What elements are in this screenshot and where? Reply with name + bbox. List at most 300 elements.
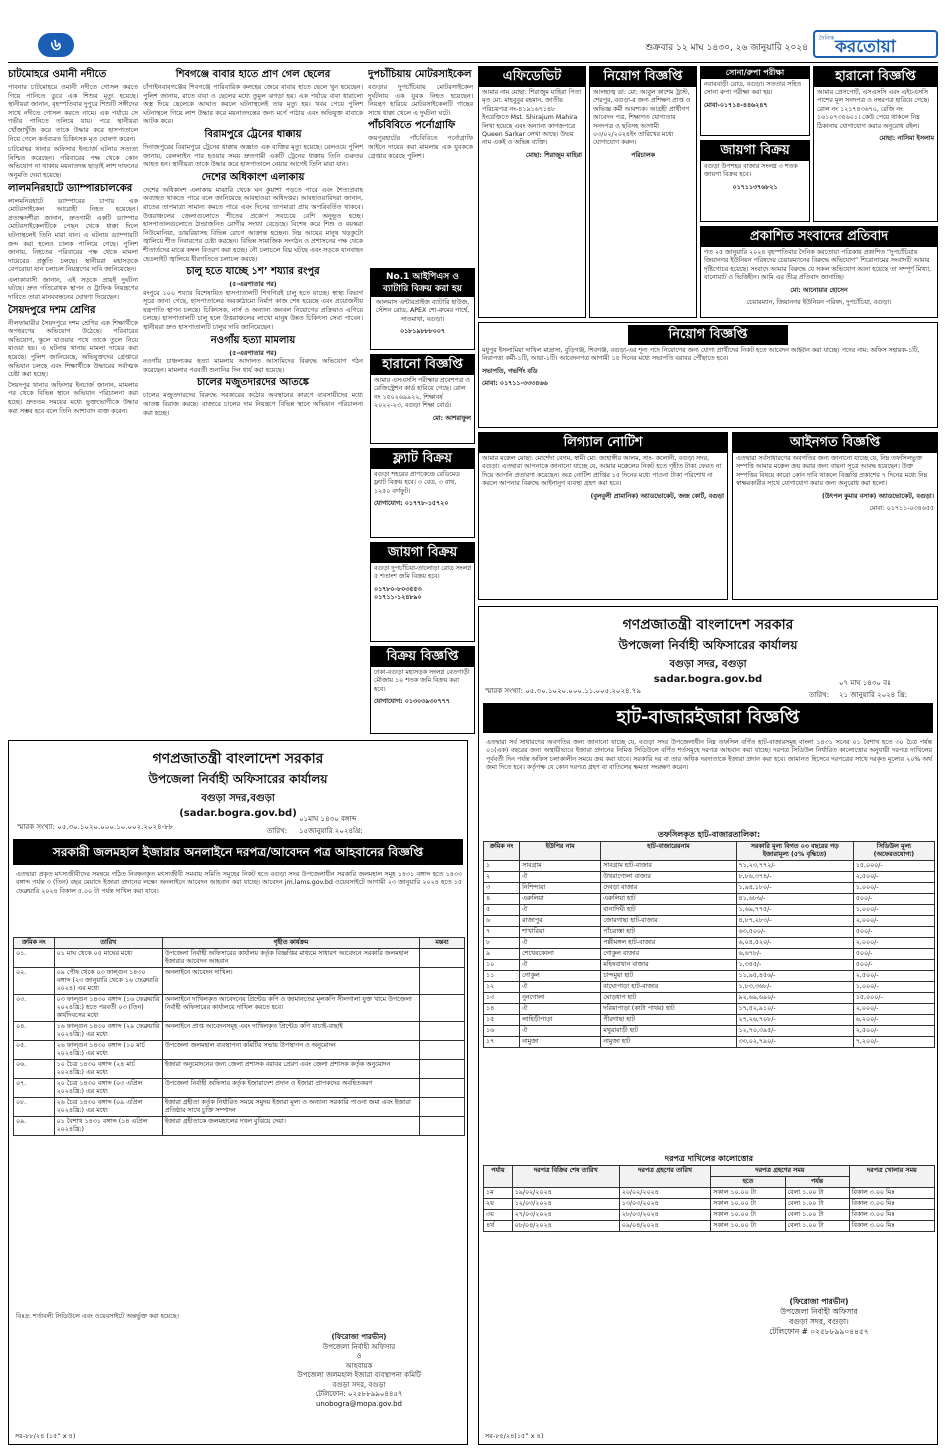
jm-table-row — [14, 968, 465, 995]
hb-table-cell: সাবগ্রাম হাট-বাজার — [601, 861, 736, 872]
headline-2: শিবগঞ্জে বাবার হাতে প্রাণ গেল ছেলের — [175, 69, 331, 80]
hb-table-cell: ৯২,৬৯,৬৯০/- — [736, 993, 853, 1004]
hb-table-row — [484, 927, 935, 938]
hb-table-cell: ৭ — [484, 927, 520, 938]
hb-cal-subheader: পর্যন্ত — [785, 1177, 849, 1188]
ad-flat — [370, 448, 475, 538]
ad-flat-phone: যোগাযোগ: ০১৭৭৮-১৫৭২০ — [374, 500, 449, 508]
jm-table-row — [14, 1022, 465, 1041]
hb-cal-cell: ০৯/০৪/২০২৪ — [619, 1221, 711, 1232]
hb-table-cell: ঘোড়ধাপ হাট — [601, 993, 736, 1004]
hb-cal-cell: ৪র্থ — [484, 1221, 513, 1232]
hb-table-cell: ৪ — [484, 894, 520, 905]
ad-affidavit-title: এফিডেভিট — [479, 67, 585, 87]
hb-table-cell: দেবড়া বাজার — [601, 883, 736, 894]
hb-table-cell: ১৭ — [484, 1037, 520, 1048]
jm-table-row — [14, 1041, 465, 1060]
jm-sig-6: টেলিফোন: ০২৫৮৮৯৯০৪৪৫৭ — [315, 1390, 403, 1398]
ad-sale-body: ঢাকা-বগুড়া মহাসড়ক সংলগ্ন বেতগাড়ী মৌজায় ১০ শতক জমি বিক্রয় করা হবে। — [374, 669, 470, 693]
jm-table-cell: ২৬ চৈত্র ১৪৩০ বঙ্গাব্দ (০৯ এপ্রিল ২০২৪খ্রি:) এর মধ্যে — [54, 1098, 162, 1117]
ad-lost-1-sig: মোছা: নাসিমা ইসলাম — [879, 135, 934, 143]
masthead-rule — [8, 62, 938, 63]
hb-cal-cell: ১২/০৩/২০২৪ — [512, 1199, 619, 1210]
jm-table-cell: ০৪. — [14, 1022, 55, 1041]
hb-table-row — [484, 861, 935, 872]
headline-6: চালু হতে যাচ্ছে ১শ’ শয্যার রংপুর — [186, 266, 320, 278]
hb-table-cell: ৬,০৪,৫২০/- — [736, 938, 853, 949]
ad-protest-sig: মো: আনোয়ার হোসেন — [790, 286, 848, 294]
hb-table-cell: রাজাপুর — [520, 916, 601, 927]
ad-public-sig: (উৎপল কুমার বসাক) অ্যাডভোকেট, বগুড়া। — [821, 492, 934, 500]
jm-table-header: ক্রমিক নং — [14, 938, 55, 949]
hb-table-row — [484, 982, 935, 993]
hb-sig-name: (ফিরোজা পারভীন) — [789, 1297, 849, 1306]
hb-gov: গণপ্রজাতন্ত্রী বাংলাদেশ সরকার — [622, 617, 794, 633]
hb-table-cell: মথুরাবাড়ী হাট — [601, 1026, 736, 1037]
ad-sale — [370, 646, 475, 734]
jm-table-wrap — [13, 937, 465, 1136]
hb-memo: স্মারক সংখ্যা: ০৫.৩০.১০২০.০০০.১১.০০৫.২০২৪.৭৯ — [485, 687, 641, 695]
hb-table-cell: ৮ — [484, 938, 520, 949]
hb-table-cell: বাঘোপাড়া হাট-বাজার — [601, 982, 736, 993]
hb-table-row — [484, 894, 935, 905]
jalmahal-notice — [8, 740, 468, 1445]
hb-table-cell: ১৫,০০০/- — [853, 993, 934, 1004]
hb-place: বগুড়া সদর, বগুড়া — [669, 659, 747, 670]
hb-table-row — [484, 938, 935, 949]
hb-table-cell: ১,৮৩,৩৬৮/- — [736, 982, 853, 993]
headline-1: চাটমোহরে ওমানী নদীতে — [8, 69, 107, 80]
ad-sale-title: বিক্রয় বিজ্ঞপ্তি — [371, 647, 474, 667]
headline-9: চালের মজুতদারদের আতঙ্কে — [196, 377, 310, 389]
hb-intro: এতদ্বারা সর্ব সাধারণের অবগতির জন্য জানানো যাচ্ছে যে, বগুড়া সদর উপজেলাধীন নিম্ন তফসিল বর্ণিত হাট-বাজারসমূহ বাংলা ১৪৩১ সনের ০১ বৈশাখ হতে ৩০ চৈত্র পর্যন্ত ০১(এক) বছরের জন্য অস্থায়ীভাবে ইজারা প্রদানের নিমিত্ত সিডিউলে বর্ণিত শর্তসমূহে দরপত্র আহবান করা যাচ্ছে। দরপত্র সিডিউল নির্ধারিত কালোত্তোর অনুযায়ী দরপত্র দাখিলের পূর্ববর্তী দিন পর্যন্ত অফিস চলাকালীন সময়ে ক্রয় করা যাবে। সরকারি দর বা তার অধিক দরদাতাকে ইজারা প্রদান করা হবে। জামানত হিসেবে দরপত্রের সাথে দরকৃত মূল্যের ২০% অর্থ জমা দিতে হবে। কর্তৃপক্ষ যে কোন দরপত্র গ্রহণ বা বাতিলের ক্ষমতা সংরক্ষণ করেন। — [486, 739, 932, 772]
hb-table-cell: ৫০০/- — [853, 949, 934, 960]
paper-logo — [813, 30, 938, 58]
ad-legal-notice — [478, 432, 728, 600]
hb-table-header: হাট-বাজারেরনাম — [601, 842, 736, 861]
hb-table-cell: ২,০০০/- — [853, 916, 934, 927]
hb-table-cell: শেখেরকোলা — [520, 949, 601, 960]
ad-job-2-body: মধুপুর ইসলামিয়া দাখিল মাদ্রাসা, বুড়িগঞ্জ, শিবগঞ্জ, বগুড়া-এর শূন্য পদে নিয়োগের জন্য যোগ্য প্রার্থীদের নিকট হতে আবেদন আহ্বান করা যাচ্ছে। পদের নাম: অফিস সহায়ক-১টি, নিরাপত্তা কর্মী-১টি, আয়া-১টি। আবেদনপত্র আগামী ১৫ দিনের মধ্যে সভাপতি বরাবর পৌঁছাতে হবে। — [482, 347, 920, 363]
hb-table-cell: মহিষবাথান বাজার — [601, 960, 736, 971]
ad-public-notice — [732, 432, 938, 600]
jm-table-header: তারিখ — [54, 938, 162, 949]
hb-table-cell: ১,০০০/- — [853, 883, 934, 894]
masthead-date: শুক্রবার ১২ মাঘ ১৪৩০, ২৬ জানুয়ারি ২০২৪ — [645, 43, 808, 53]
hb-cal-cell: বেলা ১.০০ টা — [785, 1188, 849, 1199]
hb-table-cell: ১ — [484, 861, 520, 872]
headline-8: নওগাঁয় হত্যা মামলায় — [210, 334, 296, 346]
ad-job-1 — [589, 66, 697, 318]
hb-cal-cell: বিকাল ৩.০০ মিঃ — [849, 1210, 934, 1221]
jm-table-cell — [419, 995, 464, 1022]
hb-table-cell: ৯ — [484, 949, 520, 960]
hb-cal-cell: সকাল ১০.০০ টা — [711, 1188, 785, 1199]
jm-note: বিঃদ্র: শর্তাবলী সিডিউলে এবং ওয়েবসাইটে অন্তর্ভুক্ত করা হয়েছে। — [16, 1313, 179, 1320]
hb-table-row — [484, 883, 935, 894]
jm-table-row — [14, 949, 465, 968]
hb-cal-cell: সকাল ১০.০০ টা — [711, 1210, 785, 1221]
hb-table-row — [484, 1037, 935, 1048]
jm-table-cell: ০২. — [14, 968, 55, 995]
hb-table-cell: ১,৬৯,৭৭৫/- — [736, 905, 853, 916]
jm-table-cell: ইজারা গ্রহীতাকে জলমহালের দখল বুঝিয়ে দেয়া। — [162, 1117, 419, 1136]
jm-table-cell — [419, 949, 464, 968]
hb-signature — [709, 1297, 929, 1337]
ad-land-2-body: বগুড়া দুপচাঁচিয়া-তালোড়া রোড সংলগ্ন ৫ শতাংশ জমি বিক্রয় হবে। — [374, 565, 471, 581]
hb-cal-header: দরপত্র খোলার সময় — [849, 1166, 934, 1188]
jm-sig-2: ও — [356, 1352, 362, 1360]
jm-table-cell — [419, 1041, 464, 1060]
hb-table-cell: ২,০০০/- — [853, 938, 934, 949]
hb-table-cell: ১৩ — [484, 993, 520, 1004]
ad-job-1-sig: পরিচালক — [631, 151, 655, 159]
hb-cal-row — [484, 1188, 935, 1199]
jm-table-cell: উপজেলা নির্বাহী অফিসার কর্তৃক ইজারাদেশ প্রদান ও ইজারা প্রাপকদের অবহিতকরণ — [162, 1079, 419, 1098]
hb-table-cell: ৭১,২৩,৭৭২/- — [736, 861, 853, 872]
hb-table-cell: ঐ — [520, 872, 601, 883]
ad-job-1-body: আলহাজ্ব ডা: মো: আবুল কাশেম ট্রাস্ট, শেরপুর, বগুড়া-র জন্য প্রশিক্ষণ প্রাপ্ত ও অভিজ্ঞ কর্মী আবশ্যক। আগ্রহী প্রার্থীগণ আবেদন পত্র, শিক্ষাগত যোগ্যতার সনদপত্র ও ছবিসহ আগামী ০৩/০২/২০২৪ইং তারিখের মধ্যে যোগাযোগ করুন। — [593, 89, 691, 147]
ad-lost-2-body: আমার এসএসসি পরীক্ষার প্রবেশপত্র ও রেজিস্ট্রেশন কার্ড হারিয়ে গেছে। রোল নং ১৫০২৬৯৯২২, শিক্ষাবর্ষ ২০২২-২৩, বগুড়া শিক্ষা বোর্ড। — [374, 377, 470, 410]
hb-cal-wrap — [483, 1165, 935, 1232]
jm-sig-5: বগুড়া সদর, বগুড়া — [332, 1380, 386, 1389]
headline-3: বিরামপুরে ট্রেনের ধাক্কায় — [204, 128, 302, 140]
ad-lost-1-body: আমার প্রেসপোর্ট, এসএসসি এবং এইচএসসি পাশের মূল সনদপত্র ও নম্বরপত্র হারিয়ে গেছে। রোল নং ১২১৭৪৩৬৭০, রেজি নং ১৬১০৭৩৫৬০১। কেউ পেয়ে থাকলে নিম্ন ঠিকানায় যোগাযোগ করার অনুরোধ রইল। — [817, 89, 930, 130]
hb-table-row — [484, 993, 935, 1004]
hb-office: উপজেলা নির্বাহী অফিসারের কার্যালয় — [618, 638, 798, 652]
jm-table-cell: ০৭. — [14, 1079, 55, 1098]
ad-gold-phone: মোবা-০১৭১৪-৪৪৬২৪৭ — [704, 101, 768, 109]
hb-cal-header: পর্যায় — [484, 1166, 513, 1188]
hb-table-cell: ৮,৮৬,৩৭৪/- — [736, 872, 853, 883]
hb-table-cell: ১৪ — [484, 1004, 520, 1015]
masthead — [8, 30, 938, 60]
ad-lost-2-sig: মো: আশরাফুল — [432, 414, 471, 422]
jm-table-row — [14, 1060, 465, 1079]
ad-legal-sig: (বুলবুলী প্রামানিক) অ্যাডভোকেট, জজ কোর্ট, বগুড়া — [590, 492, 724, 500]
jm-table-cell: ১০ চৈত্র ১৪৩০ বঙ্গাব্দ (২৪ মার্চ ২০২৪খ্রি:) এর মধ্যে — [54, 1060, 162, 1079]
jm-table-header: গৃহীত কার্যক্রম — [162, 938, 419, 949]
ad-flat-body: বগুড়া শহরের প্রাণকেন্দ্রে রেডিমেড ফ্ল্যাট বিক্রয় হবে। ৩ বেড, ৩ বাথ, ১২৫০ বর্গফুট। — [374, 471, 460, 495]
hb-table-cell: ২,০০০/- — [853, 1004, 934, 1015]
hb-table-cell: ৫০০/- — [853, 927, 934, 938]
ad-job-1-title: নিয়োগ বিজ্ঞপ্তি — [590, 67, 696, 87]
hb-sig-2: বগুড়া সদর, বগুড়া। — [789, 1317, 849, 1326]
jm-title: সরকারী জলমহাল ইজারার অনলাইনে দরপত্র/আবেদন পত্র আহবানের বিজ্ঞপ্তি — [13, 839, 463, 865]
jm-table-cell — [419, 968, 464, 995]
headline-4: দেশের অধিকাংশ এলাকায় — [201, 171, 305, 183]
hb-table-cell: পীরগাছা হাট — [601, 1015, 736, 1026]
hb-table-cell: ঐ — [520, 960, 601, 971]
jm-table-cell: অনলাইনে আবেদন দাখিল। — [162, 968, 419, 995]
hb-cal-cell: ২য় — [484, 1199, 513, 1210]
hb-table-cell: এরুলিয়া হাট — [601, 894, 736, 905]
hb-cal-cell: বিকাল ৩.০০ মিঃ — [849, 1221, 934, 1232]
ad-protest-sig2: চেয়ারম্যান, জিয়ানগর ইউনিয়ন পরিষদ, দুপচাঁচিয়া, বগুড়া। — [746, 299, 892, 307]
hb-table-header: সিডিউল মূল্য (অফেরতযোগ্য) — [853, 842, 934, 861]
jm-table-cell: উপজেলা জলমহাল ব্যবস্থাপনা কমিটির সভায় উপস্থাপন ও অনুমোদন — [162, 1041, 419, 1060]
jm-table-cell: উপজেলা নির্বাহী অফিসারের কার্যালয় কর্তৃক বিজ্ঞপ্তির মাধ্যমে সাধারণ আবেদনে সরকারি জলমহাল ইজারার আবেদন আহবান — [162, 949, 419, 968]
hb-cal-title: দরপত্র দাখিলের কালোত্তোর — [664, 1154, 754, 1163]
hb-table-cell: ২,৫০০/- — [853, 1026, 934, 1037]
news-column-2: শিবগঞ্জে বাবার হাতে প্রাণ গেল ছেলের চাঁপাইনবাবগঞ্জের শিবগঞ্জে পারিবারিক কলহের জেরে বাবার হাতে ছেলে খুন হয়েছেন। পুলিশ জানায়, রাতে বাবা ও ছেলের মধ্যে তুমুল ঝগড়া হয়। এক পর্যায়ে বাবা ধারালো অস্ত্র দিয়ে ছেলেকে আঘাত করলে ঘটনাস্থলেই তার মৃত্যু হয়। খবর পেয়ে পুলিশ ঘটনাস্থলে গিয়ে লাশ উদ্ধার করে ময়নাতদন্তের জন্য মর্গে পাঠায় এবং অভিযুক্ত বাবাকে আটক করে। বিরামপুরে ট্রেনের ধাক্কায় দিনাজপুরের বিরামপুরে ট্রেনের ধাক্কায় অজ্ঞাত এক ব্যক্তির মৃত্যু হয়েছে। রেলওয়ে পুলিশ জানায়, রেললাইন পার হওয়ার সময় দ্রুতগামী একটি ট্রেনের ধাক্কায় তিনি গুরুতর আহত হন। স্থানীয়রা তাকে উদ্ধার করে হাসপাতালে নেয়ার আগেই তিনি মারা যান। দেশের অধিকাংশ এলাকায় দেশের অধিকাংশ এলাকায় মাঝারি থেকে ঘন কুয়াশা পড়তে পারে এবং শৈত্যপ্রবাহ অব্যাহত থাকতে পারে বলে জানিয়েছে আবহাওয়া অধিদপ্তর। আবহাওয়াবিদরা জানান, রাতের তাপমাত্রা সামান্য কমতে পারে এবং দিনের তাপমাত্রা প্রায় অপরিবর্তিত থাকবে। উত্তরাঞ্চলের জেলাগুলোতে শীতের প্রকোপ সবচেয়ে বেশি অনুভূত হচ্ছে। হাসপাতালগুলোতে ঠান্ডাজনিত রোগীর সংখ্যা বেড়েছে। বিশেষ করে শিশু ও বয়স্করা নিউমোনিয়া, ডায়রিয়াসহ বিভিন্ন রোগে আক্রান্ত হচ্ছেন। নিম্ন আয়ের মানুষ খড়কুটো জ্বালিয়ে শীত নিবারণের চেষ্টা করছেন। বিভিন্ন সামাজিক সংগঠন ও প্রশাসনের পক্ষ থেকে শীতার্তদের মাঝে কম্বল বিতরণ করা হচ্ছে। নৌ চলাচলে বিঘ্ন ঘটছে এবং সড়কে যানবাহন হেডলাইট জ্বালিয়ে ধীরগতিতে চলাচল করছে। চালু হতে যাচ্ছে ১শ’ শয্যার রংপুর (৫-এরপাতার পর) রংপুরে ১০০ শয্যার বিশেষায়িত হাসপাতালটি শিগগিরই চালু হতে যাচ্ছে। স্বাস্থ্য বিভাগ সূত্রে জানা গেছে, হাসপাতালের অবকাঠামো নির্মাণ কাজ শেষ হয়েছে এবং প্রয়োজনীয় যন্ত্রপাতি স্থাপন চলছে। চিকিৎসক, নার্স ও অন্যান্য জনবল নিয়োগের প্রক্রিয়াও এগিয়ে চলছে। হাসপাতালটি চালু হলে উত্তরাঞ্চলের লাখো মানুষ উন্নত চিকিৎসা সেবা পাবেন। স্থানীয়রা দ্রুত হাসপাতালটি চালুর দাবি জানিয়েছেন। নওগাঁয় হত্যা মামলায় (৫-এরপাতার পর) নওগাঁয় চাঞ্চল্যকর হত্যা মামলায় আদালত আসামিদের বিরুদ্ধে অভিযোগ গঠন করেছেন। মামলার পরবর্তী শুনানির দিন ধার্য করা হয়েছে। চালের মজুতদারদের আতঙ্কে চালের মজুতদারদের বিরুদ্ধে সরকারের কঠোর অবস্থানের কারণে ব্যবসায়ীদের মধ্যে আতঙ্ক বিরাজ করছে। বাজারে চালের দাম নিয়ন্ত্রণে বিভিন্ন স্থানে অভিযান পরিচালনা করা হচ্ছে। — [143, 69, 363, 417]
jm-web: (sadar.bogra.gov.bd) — [179, 808, 297, 819]
hb-table-cell: ৫ — [484, 905, 520, 916]
hb-table-cell: ১৫,০০০/- — [853, 861, 934, 872]
hb-table-cell: গোকুল বাজার — [601, 949, 736, 960]
ad-job-2-title: নিয়োগ বিজ্ঞপ্তি — [628, 325, 788, 345]
hb-table-cell: ৫০০/- — [853, 960, 934, 971]
jm-office: উপজেলা নির্বাহী অফিসারের কার্যালয় — [148, 772, 328, 786]
hb-sig-1: উপজেলা নির্বাহী অফিসার — [780, 1307, 858, 1316]
jm-table-cell: ০৬. — [14, 1060, 55, 1079]
hb-title: হাট-বাজারইজারা বিজ্ঞপ্তি — [483, 703, 933, 733]
jm-date2: ১৫জানুয়ারি ২০২৪খ্রি: — [299, 827, 363, 835]
hb-date1: ০৭ মাঘ ১৪৩০ বঃ — [839, 679, 891, 687]
ad-gold-body: নবাববাড়ী রোড, বগুড়া। সততার সহিত সোনা রুপা পরীক্ষা করা হয়। — [704, 81, 802, 97]
jm-date-label: তারিখ: — [267, 827, 288, 835]
hb-table-cell: ২ — [484, 872, 520, 883]
hb-table-cell: ঐ — [520, 938, 601, 949]
hb-table-cell: ১,৯৪,১৮০/- — [736, 883, 853, 894]
hb-cal-row — [484, 1210, 935, 1221]
ad-affidavit — [478, 66, 586, 318]
ad-land-2 — [370, 542, 475, 642]
hb-table-cell: জোরগাছা হাট-বাজার — [601, 916, 736, 927]
jm-signature — [259, 1333, 459, 1409]
hb-cal-header: দরপত্র বিক্রির শেষ তারিখ — [512, 1166, 619, 1188]
hb-cal-cell: সকাল ১০.০০ টা — [711, 1221, 785, 1232]
jm-table-cell: ০১ মাঘ থেকে ০৫ মাঘের মধ্যে — [54, 949, 162, 968]
hb-table-header: ইউপির নাম — [520, 842, 601, 861]
hb-table-row — [484, 949, 935, 960]
hb-cal-header: দরপত্র গ্রহণের সময় — [711, 1166, 849, 1177]
jm-table-row — [14, 995, 465, 1022]
ad-gold-test — [700, 66, 810, 136]
ad-land-1-phone: ০১৭১১৩৭৬৮২১ — [732, 183, 778, 191]
hb-table-row — [484, 1004, 935, 1015]
hb-table-row — [484, 960, 935, 971]
ad-lost-2 — [370, 354, 475, 444]
ad-flat-title: ফ্ল্যাট বিক্রয় — [371, 449, 474, 469]
jm-table-cell: ০৫. — [14, 1041, 55, 1060]
hb-table-cell: ২,৫০০/- — [853, 872, 934, 883]
ad-legal-title: লিগ্যাল নোটিশ — [479, 433, 727, 453]
hb-table-cell: ১৫ — [484, 1015, 520, 1026]
page-number-badge: ৬ — [38, 33, 74, 57]
jm-table-header: মন্তব্য — [419, 938, 464, 949]
hb-table-cell: ১,০০০/- — [853, 905, 934, 916]
jm-code: সর-৮৮/২৪ (১৫” x ৪) — [15, 1432, 76, 1440]
hb-table-cell: চান্দমুয়া হাট — [601, 971, 736, 982]
jm-table-cell — [419, 1117, 464, 1136]
jm-table — [13, 937, 465, 1136]
hb-table-cell: দরিয়াপাড়া (কাটা পাথর) হাট — [601, 1004, 736, 1015]
hb-table-cell: পাঁচরাস্তা হাট — [601, 927, 736, 938]
jm-table-cell — [419, 1060, 464, 1079]
hb-date2: ২১ জানুয়ারি ২০২৪ খ্রি: — [839, 691, 908, 699]
hb-table-cell: সাবগ্রাম — [520, 861, 601, 872]
hb-cal-cell: ৩য় — [484, 1210, 513, 1221]
jm-table-cell: ইজারা অনুমোদনের জন্য জেলা প্রশাসক বরাবর প্রেরণ এবং জেলা প্রশাসক কর্তৃক অনুমোদন — [162, 1060, 419, 1079]
ad-legal-body: আমার মক্কেল মোছা: মোর্শেদা বেগম, স্বামী মো: জাহাঙ্গীর আলম, সাং- কলোনী, বগুড়া সদর, বগুড়া। এতদ্বারা আপনাকে জানানো যাচ্ছে যে, আমার মক্কেলের নিকট হতে গৃহীত টাকা ফেরত না দিয়ে আপনি প্রতারণা করেছেন। অত্র নোটিশ প্রাপ্তির ১৫ দিনের মধ্যে পাওনা টাকা পরিশোধ না করলে আপনার বিরুদ্ধে আইনানুগ ব্যবস্থা গ্রহণ করা হবে। — [482, 455, 722, 488]
hb-table-row — [484, 916, 935, 927]
ad-job-2-sig: সভাপতি, গভর্ণিং বডি — [482, 367, 538, 375]
hb-cal-cell: ১৯/০২/২০২৪ — [512, 1188, 619, 1199]
hb-cal-cell: বেলা ১.০০ টা — [785, 1210, 849, 1221]
hb-table-cell: ৬,২০০/- — [853, 1015, 934, 1026]
jm-table-cell: অনলাইনে প্রাপ্ত আবেদনসমূহ এবং দাখিলকৃত প্রিন্টেড কপি যাচাই-বাছাই — [162, 1022, 419, 1041]
ad-land-2-title: জায়গা বিক্রয় — [371, 543, 474, 563]
hb-cal-row — [484, 1221, 935, 1232]
jm-table-cell: ০৯. — [14, 1117, 55, 1136]
jm-date1: ০১মাঘ ১৪৩০ বঙ্গাব্দ — [299, 815, 357, 823]
ad-public-title: আইনগত বিজ্ঞপ্তি — [733, 433, 937, 453]
ad-protest-body: গত ২৫ জানুয়ারি ২০২৪ বৃহস্পতিবার দৈনিক করতোয়া পত্রিকায় প্রকাশিত “দুপচাঁচিয়ায় জিয়ানগর ইউনিয়ন পরিষদের চেয়ারম্যানের বিরুদ্ধে অভিযোগ” শিরোনামের সংবাদটি আমার দৃষ্টিগোচর হয়েছে। সংবাদে আমার বিরুদ্ধে যে সকল অভিযোগ আনা হয়েছে তা সম্পূর্ণ মিথ্যা, বানোয়াট ও ভিত্তিহীন। আমি এর তীব্র প্রতিবাদ জানাচ্ছি। — [704, 249, 932, 282]
jm-table-row — [14, 1117, 465, 1136]
hb-table-cell: ঐ — [520, 1026, 601, 1037]
hb-cal-cell: ১ম — [484, 1188, 513, 1199]
jm-table-cell: অনলাইনে দাখিলকৃত আবেদনের প্রিন্টেড কপি ও জামানতের মূলকপি সীলগালা যুক্ত খামে উপজেলা নির্বাহী অফিসারের কার্যালয়ে দাখিল করতে হবে। — [162, 995, 419, 1022]
ad-ips-body: আলমাস এন্টারপ্রাইজ ব্যাটারি হাউজ, স্টেশন রোড, APEX শো-রুমের পার্শ্বে, সাতমাথা, বগুড়া। — [375, 299, 470, 323]
ad-public-body: এতদ্বারা সর্বসাধারণের অবগতির জন্য জানানো যাচ্ছে যে, নিম্ন তফসিলভুক্ত সম্পত্তি আমার মক্কেল ক্রয় করার জন্য বায়না সূত্রে আবদ্ধ হয়েছেন। উক্ত সম্পত্তির বিষয়ে কারো কোন দাবি থাকলে বিজ্ঞপ্তি প্রকাশের ৭ দিনের মধ্যে নিম্ন স্বাক্ষরকারীর সাথে যোগাযোগ করার জন্য অনুরোধ করা হলো। — [736, 455, 928, 488]
hb-cal-table — [483, 1165, 935, 1232]
jm-table-cell: ০৮. — [14, 1098, 55, 1117]
hb-cal-row — [484, 1199, 935, 1210]
hb-table-cell: ২,৫০০/- — [853, 971, 934, 982]
jm-table-cell — [419, 1098, 464, 1117]
jm-sig-1: উপজেলা নির্বাহী অফিসার — [322, 1342, 396, 1351]
ad-land-1-title: জায়গা বিক্রয় — [701, 141, 809, 161]
hb-table-cell: ১০ — [484, 960, 520, 971]
hb-cal-header: দরপত্র গ্রহণের তারিখ — [619, 1166, 711, 1188]
jm-intro: এতদ্বারা প্রকৃত মৎস্যজীবীদের সমন্বয়ে গঠিত নিবন্ধনকৃত মৎস্যজীবী সমবায় সমিতি সমূহের নিকট হতে বগুড়া সদর উপজেলাধীন সরকারি জলমহাল সমূহ ১৪৩১ বঙ্গাব্দ হতে ১৪৩৩ বঙ্গাব্দ পর্যন্ত ৩ (তিন) বছর মেয়াদে ইজারা প্রদানের লক্ষ্যে অনলাইনে আবেদন আহবান করা যাচ্ছে। আবেদন jm.lams.gov.bd ওয়েবসাইটে আগামী ২৩ জানুয়ারি ২০২৪ হতে ১৫ ফেব্রুয়ারি ২০২৪ বিকাল ৫.০০ টা পর্যন্ত দাখিল করা যাবে। — [16, 871, 462, 895]
news-column-3: দুপচাঁচিয়ায় মোটরসাইকেল বগুড়ার দুপচাঁচিয়ায় মোটরসাইকেল দুর্ঘটনায় এক যুবক নিহত হয়েছেন। নিয়ন্ত্রণ হারিয়ে মোটরসাইকেলটি গাছের সাথে ধাক্কা খেলে এ দুর্ঘটনা ঘটে। পাঁচবিবিতে পর্নোগ্রাফি জয়পুরহাটের পাঁচবিবিতে পর্নোগ্রাফি আইনে দায়ের করা মামলায় এক যুবককে গ্রেপ্তার করেছে পুলিশ। — [368, 69, 473, 160]
hb-table-row — [484, 1026, 935, 1037]
jm-table-cell: ২৬ ফাল্গুন ১৪৩০ বঙ্গাব্দ (১০ মার্চ ২০২৪খ্রি:) এর মধ্যে — [54, 1041, 162, 1060]
hb-web: sadar.bogra.gov.bd — [653, 674, 763, 685]
hb-cal-subheader: হতে — [711, 1177, 785, 1188]
hb-table-cell: লাহিড়ীপাড়া — [520, 1015, 601, 1026]
jm-table-cell: ইজারা গ্রহীতা কর্তৃক নির্ধারিত সময়ে সমুদয় ইজারা মূল্য ও অন্যান্য সরকারি পাওনা জমা এবং ইজারা প্রতিষ্ঠার সাথে চুক্তি সম্পাদন — [162, 1098, 419, 1117]
hb-table-header: সরকারি মূল্য বিগত ০৩ বছরের গড় ইজারামূল্য (৫% বৃদ্ধিতে) — [736, 842, 853, 861]
hb-table-row — [484, 905, 935, 916]
ad-affidavit-body: আমার নাম মোছা: শিরাজুম মাহিরা পিতা মৃত মো: মাহবুবুর রহমান, জাতীয় পরিচয়পত্র নং-৪১৯১৬৭১৪৮ ইংরেজিতে Mst. Shirajum Mahira লিখা হয়েছে এবং অন্যান্য কাগজপত্রে Queen Sarkar লেখা আছে। উভয় নাম একই ও অভিন্ন ব্যক্তি। — [482, 89, 582, 147]
hb-table-cell: ৪,৮৭,২৮৩/- — [736, 916, 853, 927]
hb-table-cell: এরুলিয়া — [520, 894, 601, 905]
hb-table-cell: ঐ — [520, 1004, 601, 1015]
paper-logo-name: করতোয়া — [835, 37, 896, 57]
jm-gov: গণপ্রজাতন্ত্রী বাংলাদেশ সরকার — [152, 751, 324, 767]
continuation-1: (৫-এরপাতার পর) — [229, 280, 277, 289]
hb-table-cell: ৬৩,৫০০/- — [736, 927, 853, 938]
hb-table-cell: নামুজা হাট — [601, 1037, 736, 1048]
headline-7: সৈয়দপুরে দশম শ্রেণির — [8, 304, 96, 316]
hb-table-cell: ১১,৯৫,৪৫৬/- — [736, 971, 853, 982]
ad-gold-title: সোনা/রুপা পরীক্ষা — [701, 67, 809, 79]
hb-table-cell: ১২ — [484, 982, 520, 993]
continuation-2: (৫-এরপাতার পর) — [229, 348, 277, 357]
ad-lost-1 — [813, 66, 938, 222]
hb-table-cell: ৩ — [484, 883, 520, 894]
jm-table-cell: ০১. — [14, 949, 55, 968]
jm-table-cell: ০৩. — [14, 995, 55, 1022]
hb-table-cell: উথরাগোলা বাজার — [601, 872, 736, 883]
hb-table-cell: ১১ — [484, 971, 520, 982]
jm-table-cell: ১৬ ফাল্গুন ১৪৩০ বঙ্গাব্দ (২৯ ফেব্রুয়ারি ২০২৪খ্রি:) এর মধ্যে — [54, 1022, 162, 1041]
hb-table-cell: নামুজা — [520, 1037, 601, 1048]
hb-table-cell: ৭,২০০/- — [853, 1037, 934, 1048]
hb-table-cell: বানাদিঘী হাট — [601, 905, 736, 916]
hb-code: সর-৮৫/২৪(১৫” x ৪) — [485, 1432, 544, 1440]
hb-table-cell: নুনগোলা — [520, 993, 601, 1004]
jm-table-cell: ২০ চৈত্র ১৪৩০ বঙ্গাব্দ (০৩ এপ্রিল ২০২৪খ্রি:) এর মধ্যে — [54, 1079, 162, 1098]
headline-11: পাঁচবিবিতে পর্নোগ্রাফি — [368, 120, 456, 132]
jm-place: বগুড়া সদর,বগুড়া — [201, 793, 275, 804]
hb-table-cell: ৩৩,০২,৭৯০/- — [736, 1037, 853, 1048]
hb-table-cell: ৫০০/- — [853, 894, 934, 905]
headline-10: দুপচাঁচিয়ায় মোটরসাইকেল — [368, 69, 472, 80]
hb-table — [483, 841, 935, 1048]
hb-table-cell: ২৭,২৬,৭০৮/- — [736, 1015, 853, 1026]
ad-job-2 — [478, 322, 938, 428]
hb-table-title: তফসিলকৃত হাট-বাজারতালিকা: — [657, 830, 761, 839]
hb-cal-cell: সকাল ১০.০০ টা — [711, 1199, 785, 1210]
ad-land-1 — [700, 140, 810, 222]
hb-table-row — [484, 971, 935, 982]
hb-cal-cell: বিকাল ৩.০০ মিঃ — [849, 1199, 934, 1210]
jm-sig-4: উপজেলা জলমহাল ইজারা ব্যবস্থাপনা কমিটি — [297, 1371, 421, 1379]
hb-cal-cell: ২৮/০৩/২০২৪ — [619, 1210, 711, 1221]
ad-ips-battery — [370, 268, 475, 350]
ad-ips-phone: ০১৮১৯৮৮৮০০৭ — [400, 328, 445, 336]
hb-table-cell: পল্লীমঙ্গল হাট-বাজার — [601, 938, 736, 949]
hb-cal-cell: ১৩/০৩/২০২৪ — [619, 1199, 711, 1210]
hb-table-wrap — [483, 841, 935, 1048]
jm-table-row — [14, 1098, 465, 1117]
paper-logo-small: দৈনিক — [819, 35, 835, 42]
jm-table-cell: ০৯ পৌষ থেকে ০৩ ফাল্গুন ১৪৩০ বঙ্গাব্দ (২৩ জানুয়ারি থেকে ১৬ ফেব্রুয়ারি ২০২৪) এর মধ্যে — [54, 968, 162, 995]
ad-land-1-body: বগুড়া উপশহর বাজার সংলগ্ন ৩ শতক জায়গা বিক্রয় হবে। — [704, 163, 798, 179]
hb-cal-cell: ০৮/০৪/২০২৪ — [512, 1221, 619, 1232]
hb-cal-cell: বিকাল ৩.০০ মিঃ — [849, 1188, 934, 1199]
hb-table-cell: ১,০০০/- — [853, 982, 934, 993]
headline-5: লালমনিরহাটে ড্যাম্পারচালকের — [8, 182, 133, 194]
jm-table-cell — [419, 1022, 464, 1041]
hb-sig-3: টেলিফোন # ০২৫৮৮৯৯০৪৪৫৭ — [769, 1327, 869, 1336]
hb-table-header: ক্রমিক নং — [484, 842, 520, 861]
jm-table-cell — [419, 1079, 464, 1098]
jm-sig-name: (ফিরোজা পারভীন) — [331, 1333, 387, 1341]
ad-land-2-phone: ০১৭৮০-৮০৩৫৫৩ ০১৭১১-১২৪৮৯০ — [374, 585, 422, 602]
hb-table-cell: ৬,৬৭৮/- — [736, 949, 853, 960]
hb-table-cell: ১২,৭০,৩৯৫/- — [736, 1026, 853, 1037]
hb-table-cell: ১,৩৪৫/- — [736, 960, 853, 971]
hb-table-row — [484, 1015, 935, 1026]
ad-lost-1-title: হারানো বিজ্ঞপ্তি — [814, 67, 937, 87]
hb-table-cell: গোকুল — [520, 971, 601, 982]
ad-sale-phone: যোগাযোগ: ০১৩০৩৯৩০৭৭৭ — [374, 698, 450, 706]
ad-job-2-phone: মোবা: ০১৭১১-৩৩৩৪৬৬ — [482, 380, 548, 388]
hb-cal-cell: ২৭/০৩/২০২৪ — [512, 1210, 619, 1221]
jm-table-row — [14, 1079, 465, 1098]
jm-table-cell: ০১ বৈশাখ ১৪৩১ বঙ্গাব্দ (১৪ এপ্রিল ২০২৪খ্রি:) — [54, 1117, 162, 1136]
jm-memo: স্মারক সংখ্যা: ০৫.৩০.১০২০.০০০.১০.০০২.২০২৪-৮৮ — [17, 823, 174, 831]
jm-table-cell: ০৩ ফাল্গুন ১৪৩০ বঙ্গাব্দ (১৬ ফেব্রুয়ারি ২০২৪খ্রি:) হতে পরবর্তী ০৩ (তিন) কার্যদিবসের মধ্যে — [54, 995, 162, 1022]
hb-table-cell: ১৭,৫২,৯১০/- — [736, 1004, 853, 1015]
hb-table-row — [484, 872, 935, 883]
hb-table-cell: ৪১,৬৮৬/- — [736, 894, 853, 905]
